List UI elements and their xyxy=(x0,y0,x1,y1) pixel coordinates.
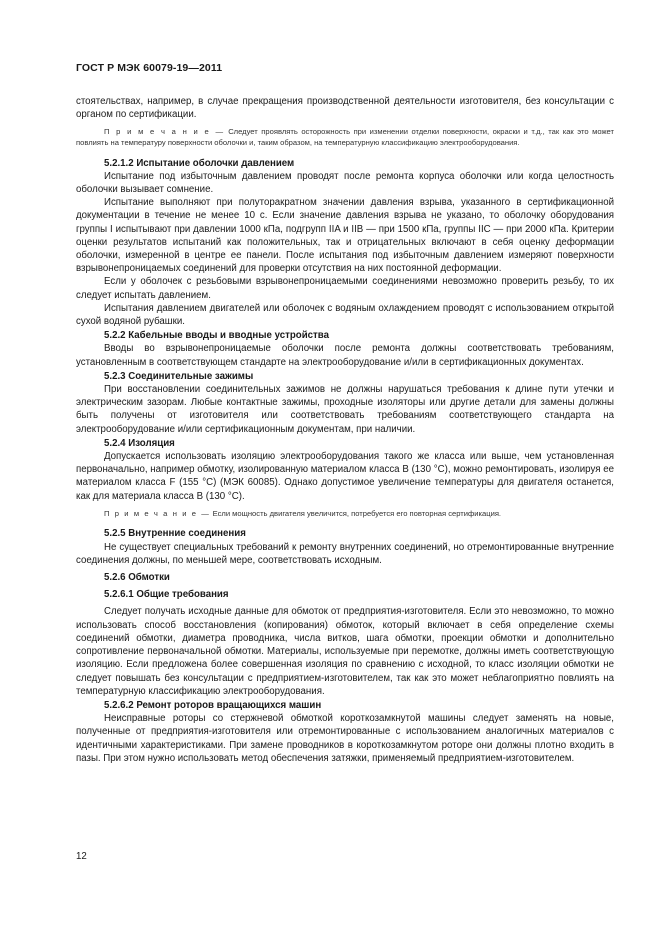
paragraph: стоятельствах, например, в случае прекращения производственной деятельности изготовителя, без консультации с органом по сертификации. xyxy=(76,96,614,121)
section-heading: 5.2.5 Внутренние соединения xyxy=(104,528,246,540)
section-heading: 5.2.1.2 Испытание оболочки давлением xyxy=(104,157,295,169)
note xyxy=(76,509,614,520)
note-text: Если мощность двигателя увеличится, потребуется его повторная сертификация. xyxy=(210,508,502,518)
document-header: ГОСТ Р МЭК 60079-19—2011 xyxy=(76,62,223,74)
section-heading: 5.2.6.1 Общие требования xyxy=(104,589,229,601)
paragraph: Допускается использовать изоляцию электрооборудования такого же класса или выше, чем установленная первоначально, например обмотку, изолированную материалом класса B (130 °C), можно ремонтировать, изолируя ее материалом класса F (155 °C) (МЭК 60085). Однако допустимое увеличение температуры для двигателя останется, как для материала класса B (130 °C). xyxy=(76,451,614,502)
paragraph: Неисправные роторы со стержневой обмоткой короткозамкнутой машины следует заменять на новые, полученные от предприятия-изготовителя или отремонтированные с использованием аналогичных материалов с идентичными характеристиками. При замене проводников в короткозамкнутом роторе они должны плотно входить в пазы. При этом нужно использовать метод обеспечения затяжки, применяемый предприятием-изготовителем. xyxy=(76,713,614,764)
section-heading: 5.2.4 Изоляция xyxy=(104,437,175,449)
page-number: 12 xyxy=(76,851,87,862)
document-body xyxy=(76,95,614,765)
note-text: Следует проявлять осторожность при изменении отделки поверхности, окраски и т.д., так как это может повлиять на температуру поверхности оболочки и, таким образом, на температурную классификацию электрооборудования. xyxy=(76,127,615,147)
section-heading: 5.2.6.2 Ремонт роторов вращающихся машин xyxy=(104,699,322,711)
paragraph: Испытание выполняют при полуторакратном значении давления взрыва, указанного в сертификационной документации в течение не менее 10 с. Если значение давления взрыва не указано, то оболочку оборудования группы I испытывают при давлении 1000 кПа, подгрупп IIA и IIB — при 1500 кПа, группы IIC — при 2000 кПа. Критерии оценки результатов испытаний как положительных, так и отрицательных включают в себя оценку деформации оболочки, измеренной в центре ее панели. После испытания под избыточным давлением измеряют поверхности взрывонепроницаемых соединений для проверки отсутствия на них постоянной деформации. xyxy=(76,197,614,275)
paragraph: Не существует специальных требований к ремонту внутренних соединений, но отремонтированные внутренние соединения должны, по меньшей мере, соответствовать исходным. xyxy=(76,541,614,566)
paragraph: При восстановлении соединительных зажимов не должны нарушаться требования к длине пути утечки и электрическим зазорам. Любые контактные зажимы, проходные изоляторы или другие детали для замены должны быть получены от изготовителя или соответствовать требованиям соответствующего стандарта на электрооборудование и/или сертификационным документам, при наличии. xyxy=(76,384,614,435)
note-label: П р и м е ч а н и е — xyxy=(104,127,225,137)
paragraph: Испытание под избыточным давлением проводят после ремонта корпуса оболочки или когда целостность оболочки вызывает сомнение. xyxy=(76,170,614,195)
section-heading: 5.2.3 Соединительные зажимы xyxy=(104,370,254,382)
section-heading: 5.2.6 Обмотки xyxy=(104,572,170,584)
note-label: П р и м е ч а н и е — xyxy=(104,508,211,518)
section-heading: 5.2.2 Кабельные вводы и вводные устройства xyxy=(104,330,330,342)
paragraph: Вводы во взрывонепроницаемые оболочки после ремонта должны соответствовать требованиям, установленным в соответствующем стандарте на электрооборудование и/или в сертификационных документах. xyxy=(76,343,614,368)
paragraph: Испытания давлением двигателей или оболочек с водяным охлаждением проводят с использованием открытой сухой водяной рубашки. xyxy=(76,302,614,328)
paragraph: Если у оболочек с резьбовыми взрывонепроницаемыми соединениями невозможно проверить резьбу, то их следует испытать давлением. xyxy=(76,276,614,301)
note xyxy=(76,127,614,148)
paragraph: Следует получать исходные данные для обмоток от предприятия-изготовителя. Если это невозможно, то можно использовать способ восстановления (копирования) обмоток, который включает в себя определение схемы соединений обмотки, диаметра проводника, числа витков, шага обмотки, проекции обмотки и дополнительно сопротивление первоначальной обмотки. Материалы, используемые при перемотке, должны иметь соответствующую изоляцию. Если предложена более совершенная изоляция по сравнению с исходной, то класс изоляции обмотки не следует повышать без консультации с предприятием-изготовителем, так как это может неблагоприятно повлиять на температурную классификацию электрооборудования. xyxy=(76,606,614,697)
